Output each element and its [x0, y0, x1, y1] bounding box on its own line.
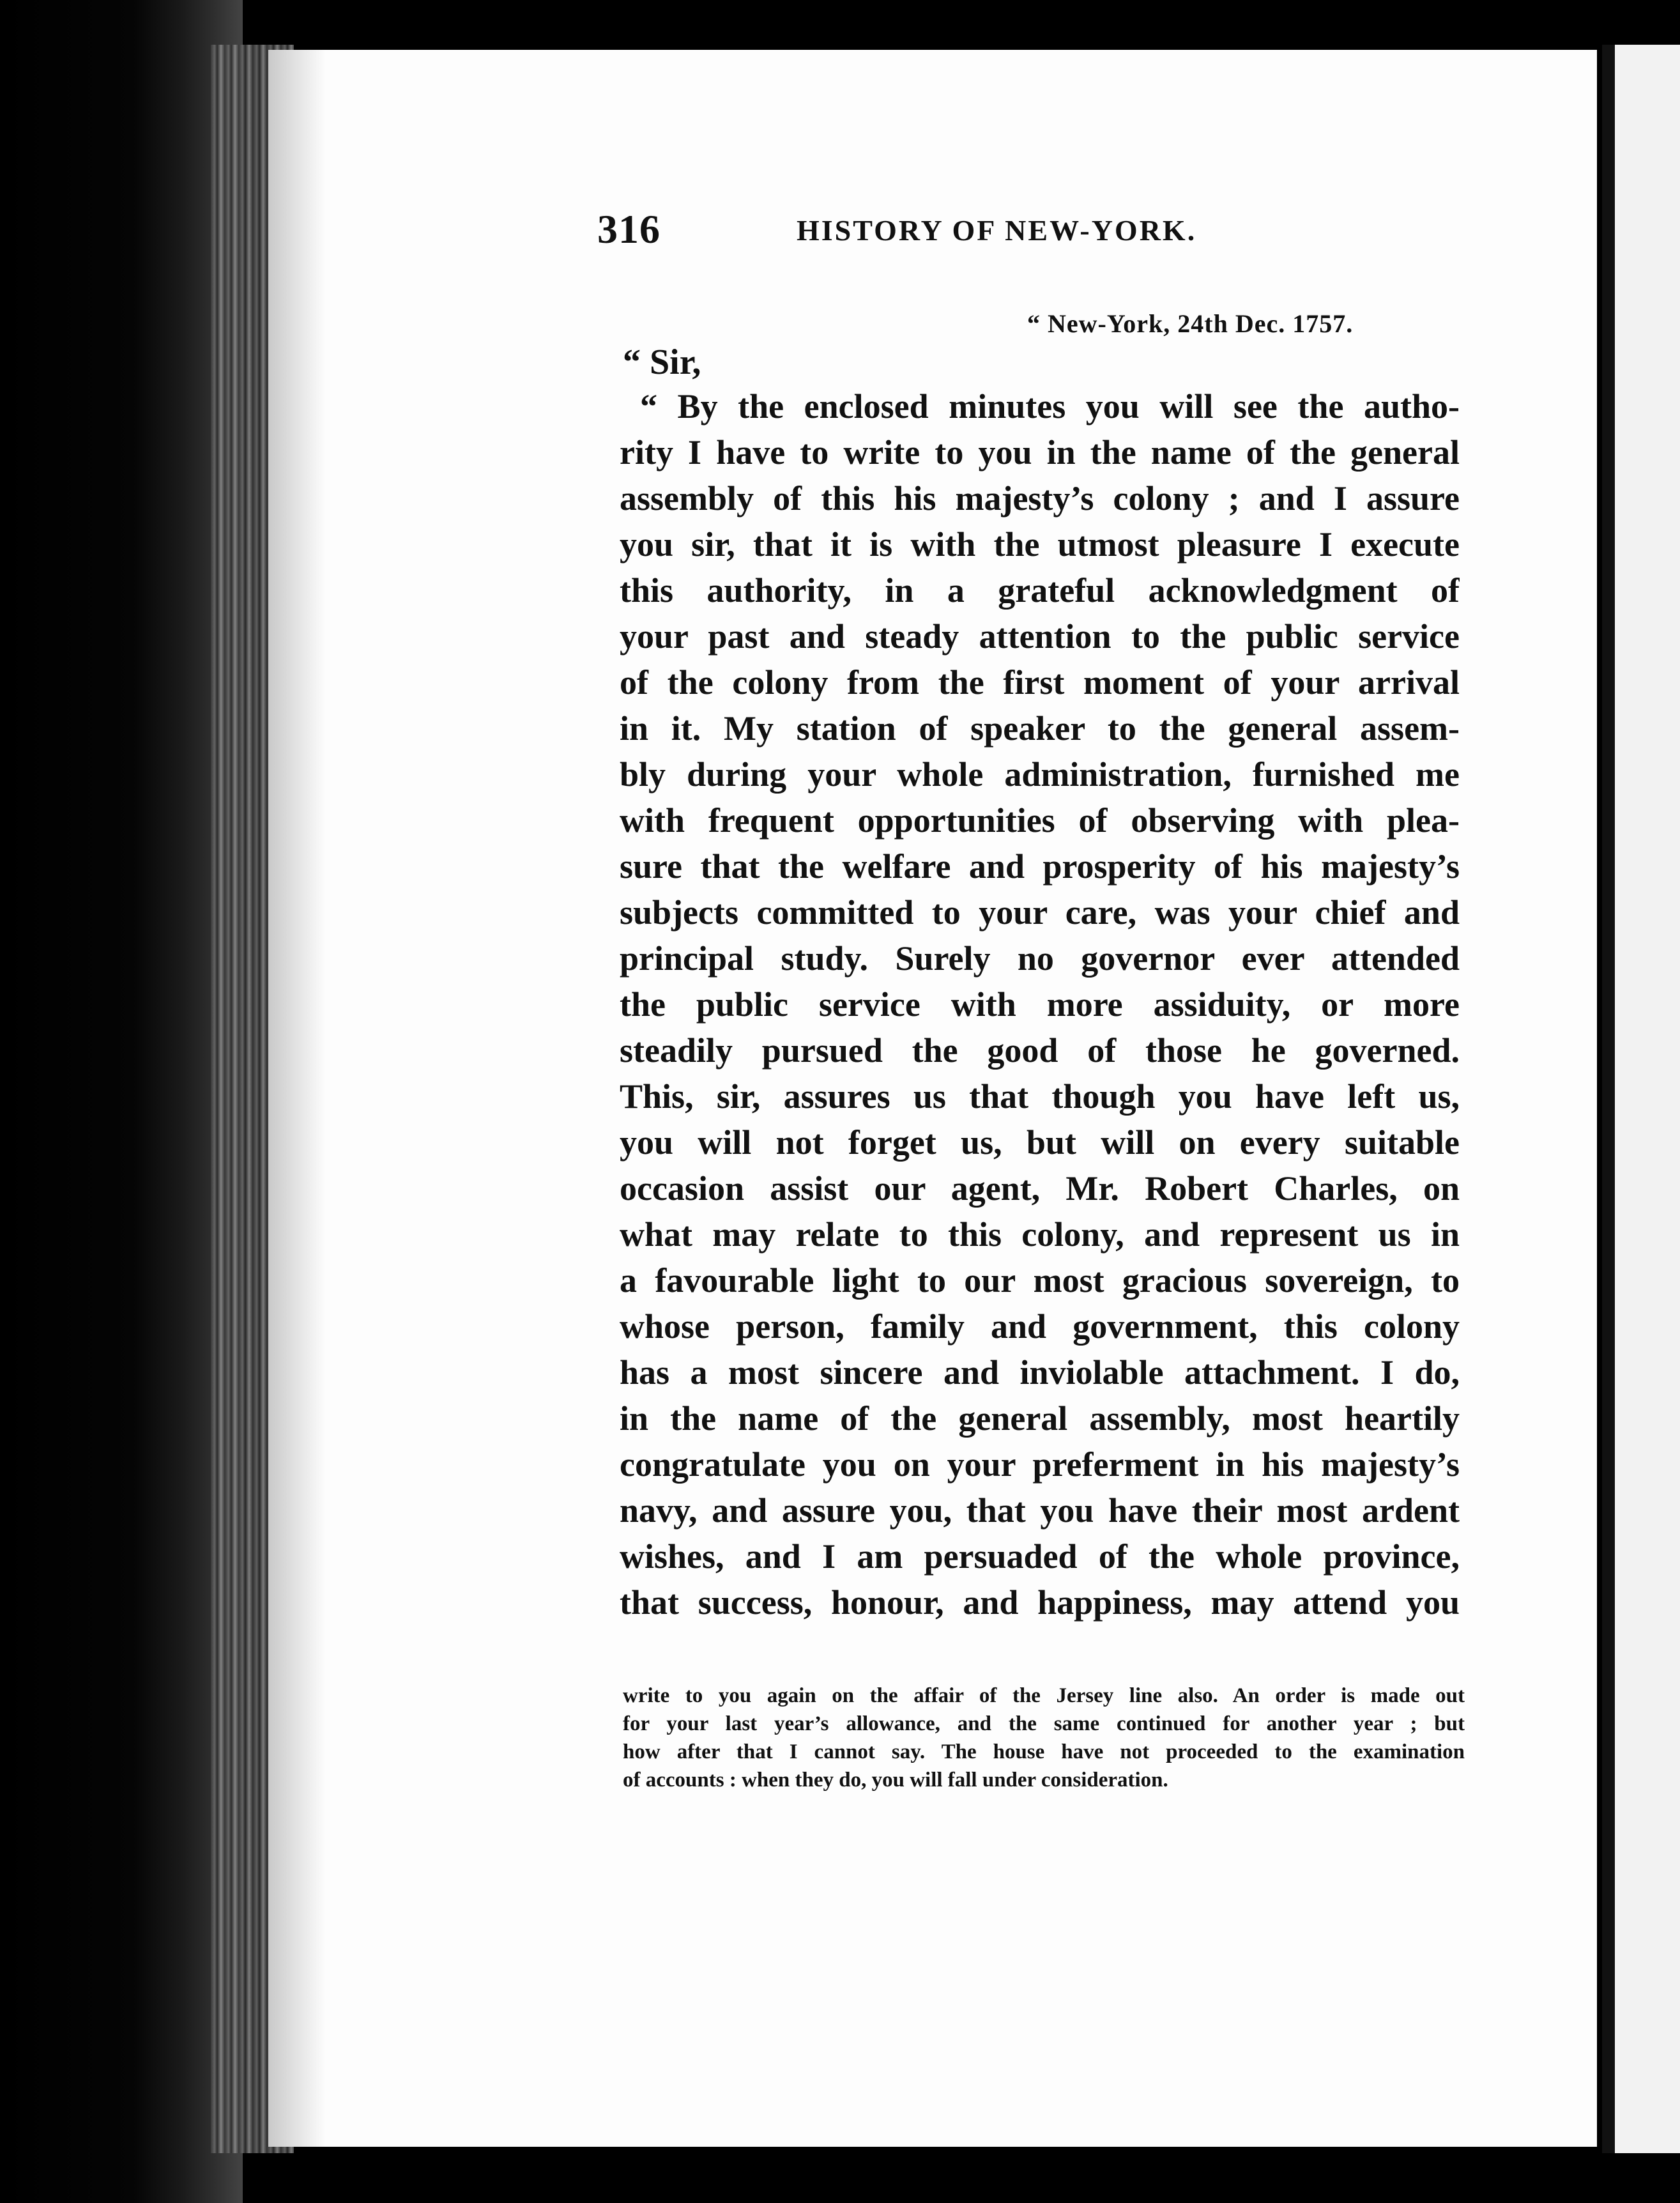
text-line: that success, honour, and happiness, may attend you	[620, 1583, 1460, 1622]
footnote-line: of accounts : when they do, you will fall under consideration.	[623, 1769, 1168, 1792]
text-line: principal study. Surely no governor ever attended	[620, 939, 1460, 978]
text-line: congratulate you on your preferment in his majesty’s	[620, 1445, 1460, 1484]
text-line: your past and steady attention to the public service	[620, 617, 1460, 656]
text-line: what may relate to this colony, and represent us in	[620, 1215, 1460, 1254]
text-line: occasion assist our agent, Mr. Robert Charles, on	[620, 1169, 1460, 1208]
text-line: you will not forget us, but will on every suitable	[620, 1123, 1460, 1162]
text-line: rity I have to write to you in the name of the general	[620, 433, 1460, 472]
text-line: sure that the welfare and prosperity of his majesty’s	[620, 847, 1460, 886]
text-line: has a most sincere and inviolable attachment. I do,	[620, 1353, 1460, 1392]
book-spine-shadow	[0, 0, 243, 2203]
text-line: navy, and assure you, that you have their most ardent	[620, 1491, 1460, 1530]
text-line: of the colony from the first moment of your arrival	[620, 663, 1460, 702]
footnote-line: how after that I cannot say. The house have not proceeded to the examination	[623, 1740, 1465, 1763]
text-line: in the name of the general assembly, most heartily	[620, 1399, 1460, 1438]
text-line: steadily pursued the good of those he governed.	[620, 1031, 1460, 1070]
running-head	[597, 206, 1236, 257]
text-line: you sir, that it is with the utmost pleasure I execute	[620, 525, 1460, 564]
text-line: in it. My station of speaker to the general assem-	[620, 709, 1460, 748]
text-line: with frequent opportunities of observing with plea-	[620, 801, 1460, 840]
page-header: HISTORY OF NEW-YORK.	[797, 214, 1197, 247]
text-line: This, sir, assures us that though you have left us,	[620, 1077, 1460, 1116]
facing-page-edge	[1615, 45, 1680, 2153]
right-gutter	[1602, 45, 1615, 2153]
page-number: 316	[597, 206, 661, 252]
letter-salutation: “ Sir,	[623, 342, 701, 382]
text-line: the public service with more assiduity, or more	[620, 985, 1460, 1024]
letter-body	[620, 383, 1460, 1625]
text-line: assembly of this his majesty’s colony ; and I assure	[620, 479, 1460, 518]
footnote-line: for your last year’s allowance, and the same continued for another year ; but	[623, 1712, 1465, 1735]
footnote-line: write to you again on the affair of the Jersey line also. An order is made out	[623, 1684, 1465, 1707]
footnote	[623, 1682, 1465, 1794]
text-line: subjects committed to your care, was your chief and	[620, 893, 1460, 932]
text-line: a favourable light to our most gracious sovereign, to	[620, 1261, 1460, 1300]
text-line: wishes, and I am persuaded of the whole province,	[620, 1537, 1460, 1576]
text-line: bly during your whole administration, furnished me	[620, 755, 1460, 794]
text-line: this authority, in a grateful acknowledgment of	[620, 571, 1460, 610]
letter-dateline: “ New-York, 24th Dec. 1757.	[1027, 309, 1354, 338]
text-line: “ By the enclosed minutes you will see the autho-	[640, 387, 1460, 426]
text-line: whose person, family and government, this colony	[620, 1307, 1460, 1346]
